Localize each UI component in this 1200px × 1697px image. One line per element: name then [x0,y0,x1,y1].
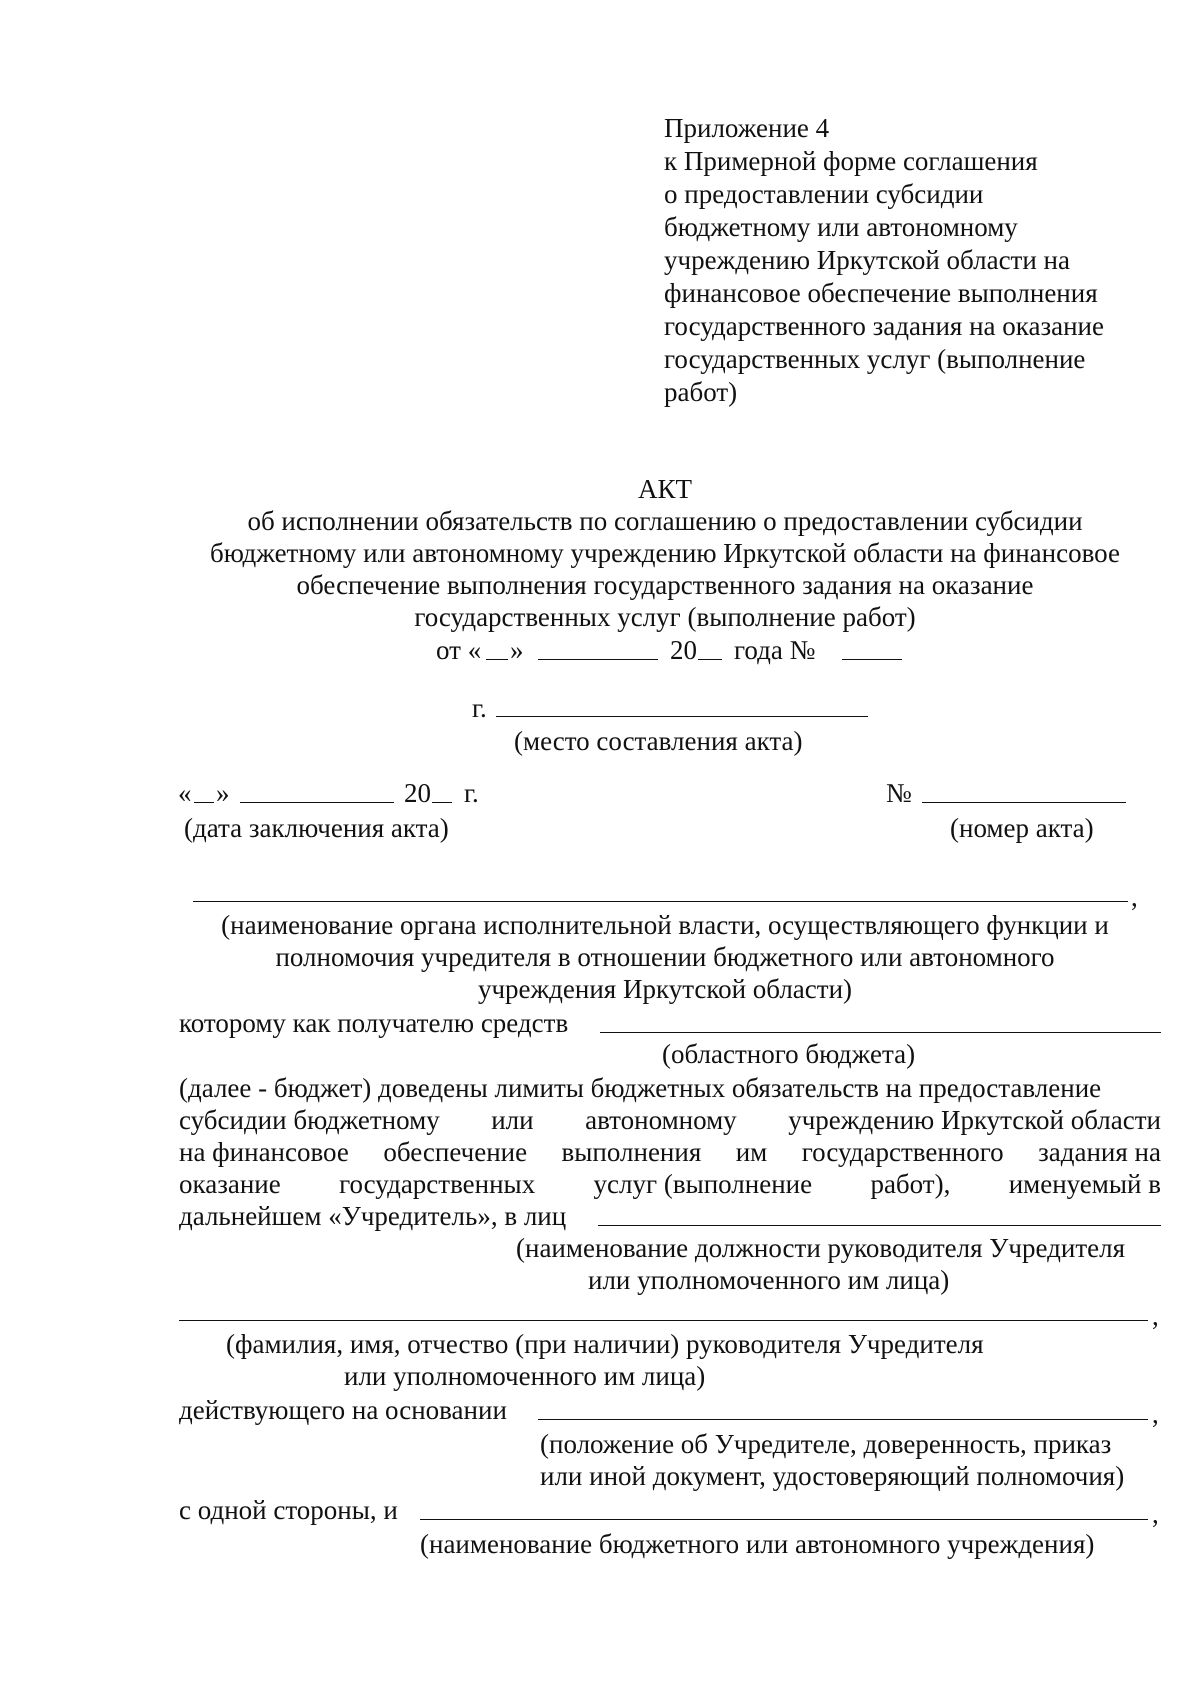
body-word: задания на [1038,1137,1161,1167]
title-month-blank[interactable] [538,659,658,660]
authority-name-blank[interactable] [193,901,1128,902]
position-caption: или уполномоченного им лица) [588,1265,950,1295]
position-blank[interactable] [598,1225,1161,1226]
fio-blank[interactable] [179,1320,1148,1321]
body-line: дальнейшем «Учредитель», в лиц [179,1201,567,1231]
body-word: выполнения [561,1137,702,1167]
title-day-blank[interactable] [486,659,508,660]
document-heading: АКТ [638,474,692,504]
basis-caption: или иной документ, удостоверяющий полномочия) [540,1461,1125,1491]
appendix-block [664,112,1104,409]
title-line: бюджетному или автономному учреждению Иркутской области на финансовое [210,538,1120,568]
party-prefix: с одной стороны, и [179,1495,398,1525]
appendix-line: Приложение 4 [664,113,830,143]
appendix-line: о предоставлении субсидии [664,179,984,209]
party-caption: (наименование бюджетного или автономного учреждения) [420,1529,1095,1559]
act-number-caption: (номер акта) [950,813,1094,843]
title-date-close: » [510,635,524,665]
basis-blank[interactable] [538,1419,1148,1420]
appendix-line: финансовое обеспечение выполнения [664,278,1098,308]
body-word: именуемый в [1008,1169,1161,1199]
body-word: учреждению Иркутской области [788,1105,1161,1135]
body-word: работ), [870,1169,951,1199]
authority-caption-line: учреждения Иркутской области) [477,974,853,1004]
act-number-sign: № [886,778,912,808]
act-year-blank[interactable] [432,802,452,803]
appendix-line: к Примерной форме соглашения [664,146,1038,176]
title-year-prefix: 20 [670,635,697,665]
fio-comma: , [1152,1301,1159,1331]
act-date-caption: (дата заключения акта) [184,813,449,843]
act-day-blank[interactable] [194,802,214,803]
body-line [179,1171,1161,1198]
authority-caption-line: полномочия учредителя в отношении бюджетного или автономного [275,942,1055,972]
fio-caption: (фамилия, имя, отчество (при наличии) руководителя Учредителя [226,1329,984,1359]
body-word: государственных [339,1169,536,1199]
act-year-suffix: г. [464,778,479,808]
body-line [179,1139,1161,1166]
party-blank[interactable] [420,1519,1148,1520]
appendix-line: государственного задания на оказание [664,311,1104,341]
title-line: государственных услуг (выполнение работ) [414,602,916,632]
authority-caption-line: (наименование органа исполнительной власти, осуществляющего функции и [221,910,1109,940]
title-year-blank[interactable] [698,659,722,660]
body-word: оказание [179,1169,281,1199]
basis-prefix: действующего на основании [179,1395,507,1425]
title-line: обеспечение выполнения государственного задания на оказание [296,570,1034,600]
appendix-line: учреждению Иркутской области на [664,245,1070,275]
position-caption: (наименование должности руководителя Учредителя [516,1233,1125,1263]
party-comma: , [1152,1499,1159,1529]
body-line [179,1107,1161,1134]
appendix-line: работ) [664,377,738,407]
title-date-prefix: от « [436,635,482,665]
act-date-open: « [178,778,192,808]
basis-caption: (положение об Учредителе, доверенность, приказ [540,1429,1112,1459]
body-word: автономному [585,1105,737,1135]
title-line: об исполнении обязательств по соглашению о предоставлении субсидии [247,506,1083,536]
act-year-prefix: 20 [404,778,431,808]
recipient-blank[interactable] [600,1032,1161,1033]
body-word: услуг (выполнение [593,1169,813,1199]
body-line: (далее - бюджет) доведены лимиты бюджетных обязательств на предоставление [179,1073,1102,1103]
body-word: государственного [801,1137,1004,1167]
fio-caption: или уполномоченного им лица) [344,1361,706,1391]
appendix-line: государственных услуг (выполнение [664,344,1086,374]
recipient-prefix: которому как получателю средств [179,1008,569,1038]
place-prefix: г. [472,693,487,723]
appendix-line: бюджетному или автономному [664,212,1018,242]
basis-comma: , [1152,1399,1159,1429]
body-word: обеспечение [383,1137,528,1167]
act-number-blank[interactable] [922,802,1126,803]
place-caption: (место составления акта) [514,726,803,756]
recipient-caption: (областного бюджета) [662,1039,916,1069]
title-number-label: года № [734,635,816,665]
act-month-blank[interactable] [240,802,394,803]
act-date-close: » [216,778,230,808]
body-word: им [735,1137,768,1167]
authority-comma: , [1131,882,1138,912]
body-word: на финансовое [179,1137,349,1167]
body-word: субсидии бюджетному [179,1105,440,1135]
place-blank[interactable] [496,716,868,717]
body-word: или [491,1105,534,1135]
title-number-blank[interactable] [842,659,902,660]
